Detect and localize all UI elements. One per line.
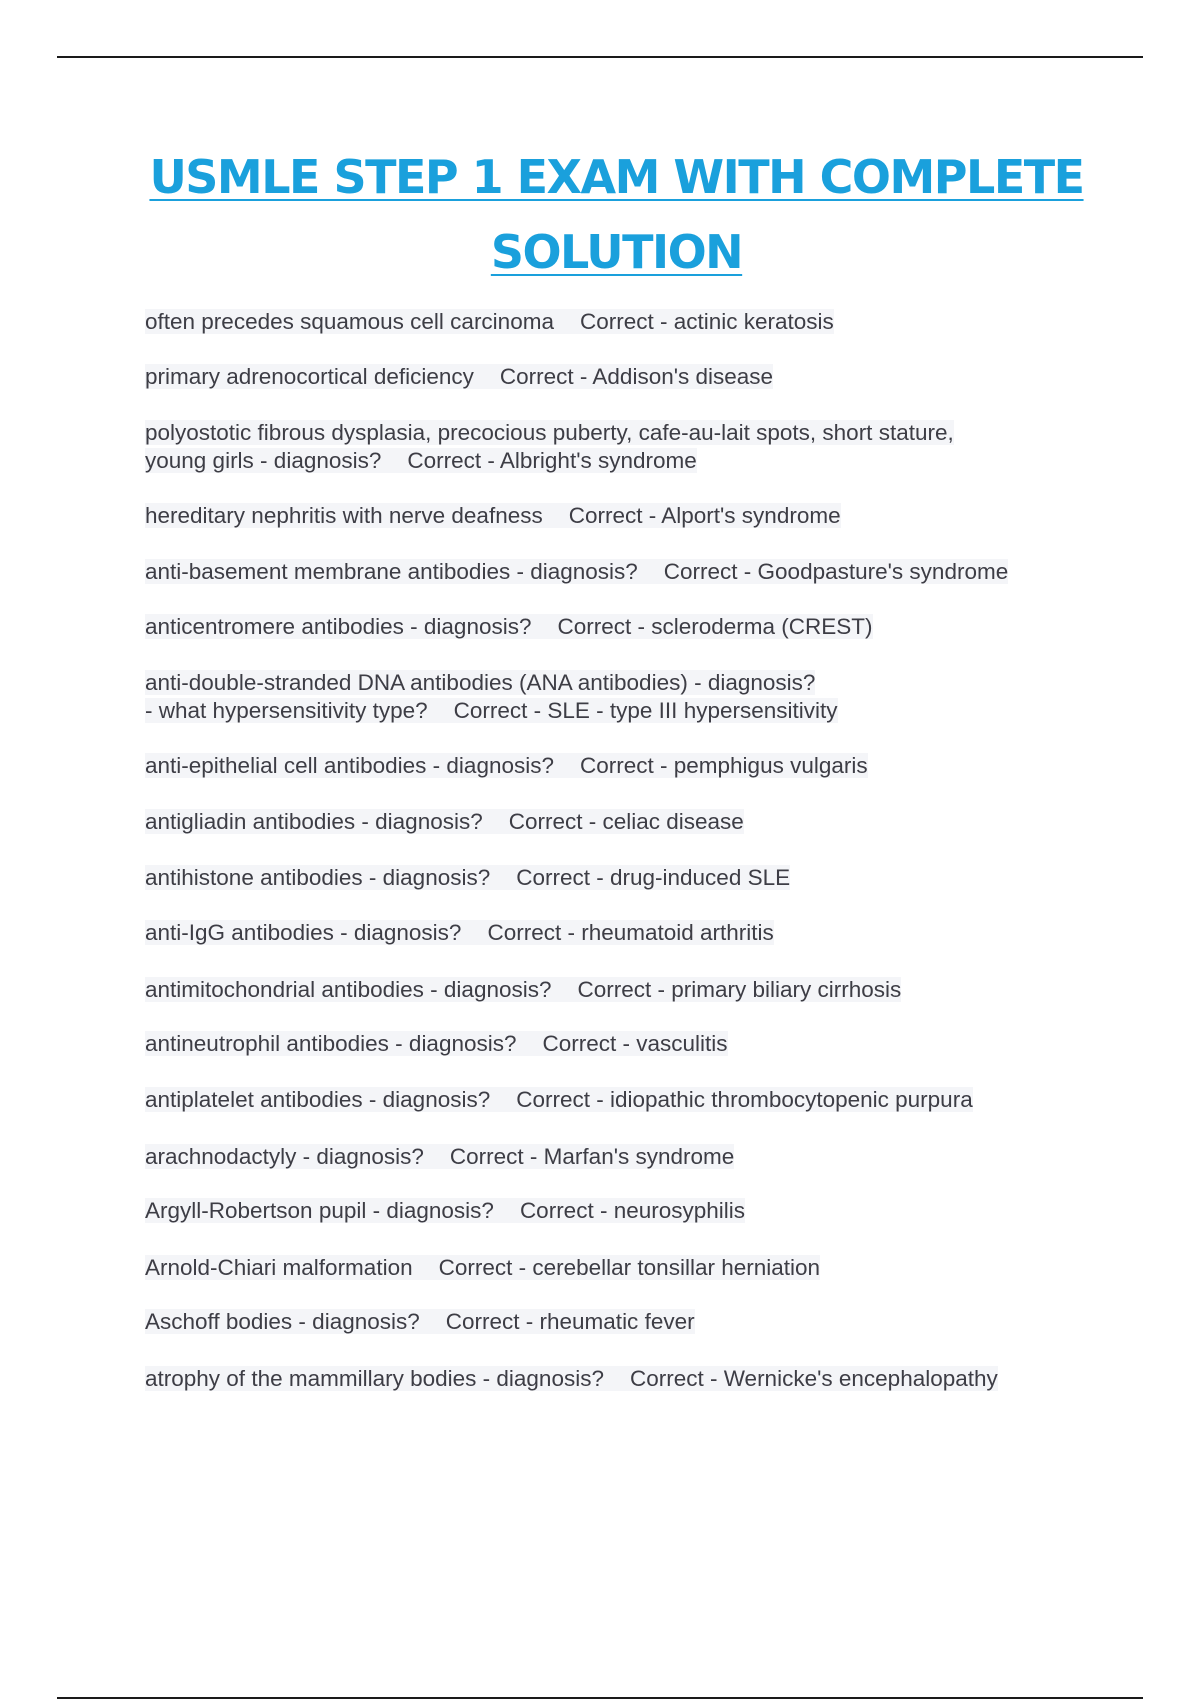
bottom-divider [57,1697,1143,1699]
question-text: anticentromere antibodies - diagnosis? [145,614,532,639]
question-text: polyostotic fibrous dysplasia, precocious puberty, cafe-au-lait spots, short stature, [145,420,954,445]
qa-item [145,1030,728,1058]
qa-item [145,613,873,641]
question-text: often precedes squamous cell carcinoma [145,309,554,334]
question-text: anti-IgG antibodies - diagnosis? [145,920,462,945]
answer-text: Correct - rheumatic fever [445,1309,695,1334]
question-text: antihistone antibodies - diagnosis? [145,865,491,890]
page-title [0,140,1200,290]
answer-text: Correct - pemphigus vulgaris [580,753,868,778]
answer-text: Correct - SLE - type III hypersensitivity [453,698,838,723]
question-text-line-2: young girls - diagnosis? [145,448,382,473]
answer-text: Correct - celiac disease [508,809,744,834]
question-text: hereditary nephritis with nerve deafness [145,503,543,528]
qa-item [145,558,1008,586]
question-text: Arnold-Chiari malformation [145,1255,413,1280]
qa-item [145,669,838,725]
answer-text: Correct - rheumatoid arthritis [487,920,774,945]
qa-item [145,919,774,947]
question-text: antiplatelet antibodies - diagnosis? [145,1087,491,1112]
qa-item [145,1308,695,1336]
qa-item [145,1086,973,1114]
qa-item [145,1143,734,1171]
qa-item [145,1254,820,1282]
qa-item [145,864,790,892]
answer-text: Correct - Addison's disease [499,364,774,389]
qa-item [145,1197,745,1225]
answer-text: Correct - Goodpasture's syndrome [663,559,1009,584]
top-divider [57,56,1143,58]
answer-text: Correct - Alport's syndrome [568,503,841,528]
question-text: anti-epithelial cell antibodies - diagnosis? [145,753,554,778]
question-text: anti-double-stranded DNA antibodies (ANA antibodies) - diagnosis? [145,670,816,695]
answer-text: Correct - Albright's syndrome [407,448,697,473]
question-text: antigliadin antibodies - diagnosis? [145,809,483,834]
qa-item [145,976,901,1004]
answer-text: Correct - Wernicke's encephalopathy [629,1366,998,1391]
title-line-1: USMLE STEP 1 EXAM WITH COMPLETE [149,150,1084,204]
answer-text: Correct - scleroderma (CREST) [557,614,873,639]
question-text: primary adrenocortical deficiency [145,364,474,389]
question-text: antimitochondrial antibodies - diagnosis? [145,977,552,1002]
question-text: arachnodactyly - diagnosis? [145,1144,424,1169]
qa-item [145,808,744,836]
question-text-line-2: - what hypersensitivity type? [145,698,428,723]
qa-item [145,752,868,780]
question-text: anti-basement membrane antibodies - diagnosis? [145,559,638,584]
answer-text: Correct - idiopathic thrombocytopenic purpura [516,1087,973,1112]
answer-text: Correct - actinic keratosis [579,309,834,334]
qa-item [145,308,834,336]
question-text: Argyll-Robertson pupil - diagnosis? [145,1198,494,1223]
qa-item [145,1365,998,1393]
answer-text: Correct - Marfan's syndrome [449,1144,735,1169]
title-line-2: SOLUTION [490,225,743,279]
answer-text: Correct - drug-induced SLE [516,865,791,890]
question-text: atrophy of the mammillary bodies - diagnosis? [145,1366,604,1391]
qa-item [145,502,841,530]
question-text: antineutrophil antibodies - diagnosis? [145,1031,517,1056]
qa-item [145,419,954,475]
answer-text: Correct - cerebellar tonsillar herniation [438,1255,821,1280]
qa-item [145,363,773,391]
answer-text: Correct - neurosyphilis [519,1198,746,1223]
answer-text: Correct - primary biliary cirrhosis [577,977,902,1002]
question-text: Aschoff bodies - diagnosis? [145,1309,420,1334]
answer-text: Correct - vasculitis [542,1031,728,1056]
